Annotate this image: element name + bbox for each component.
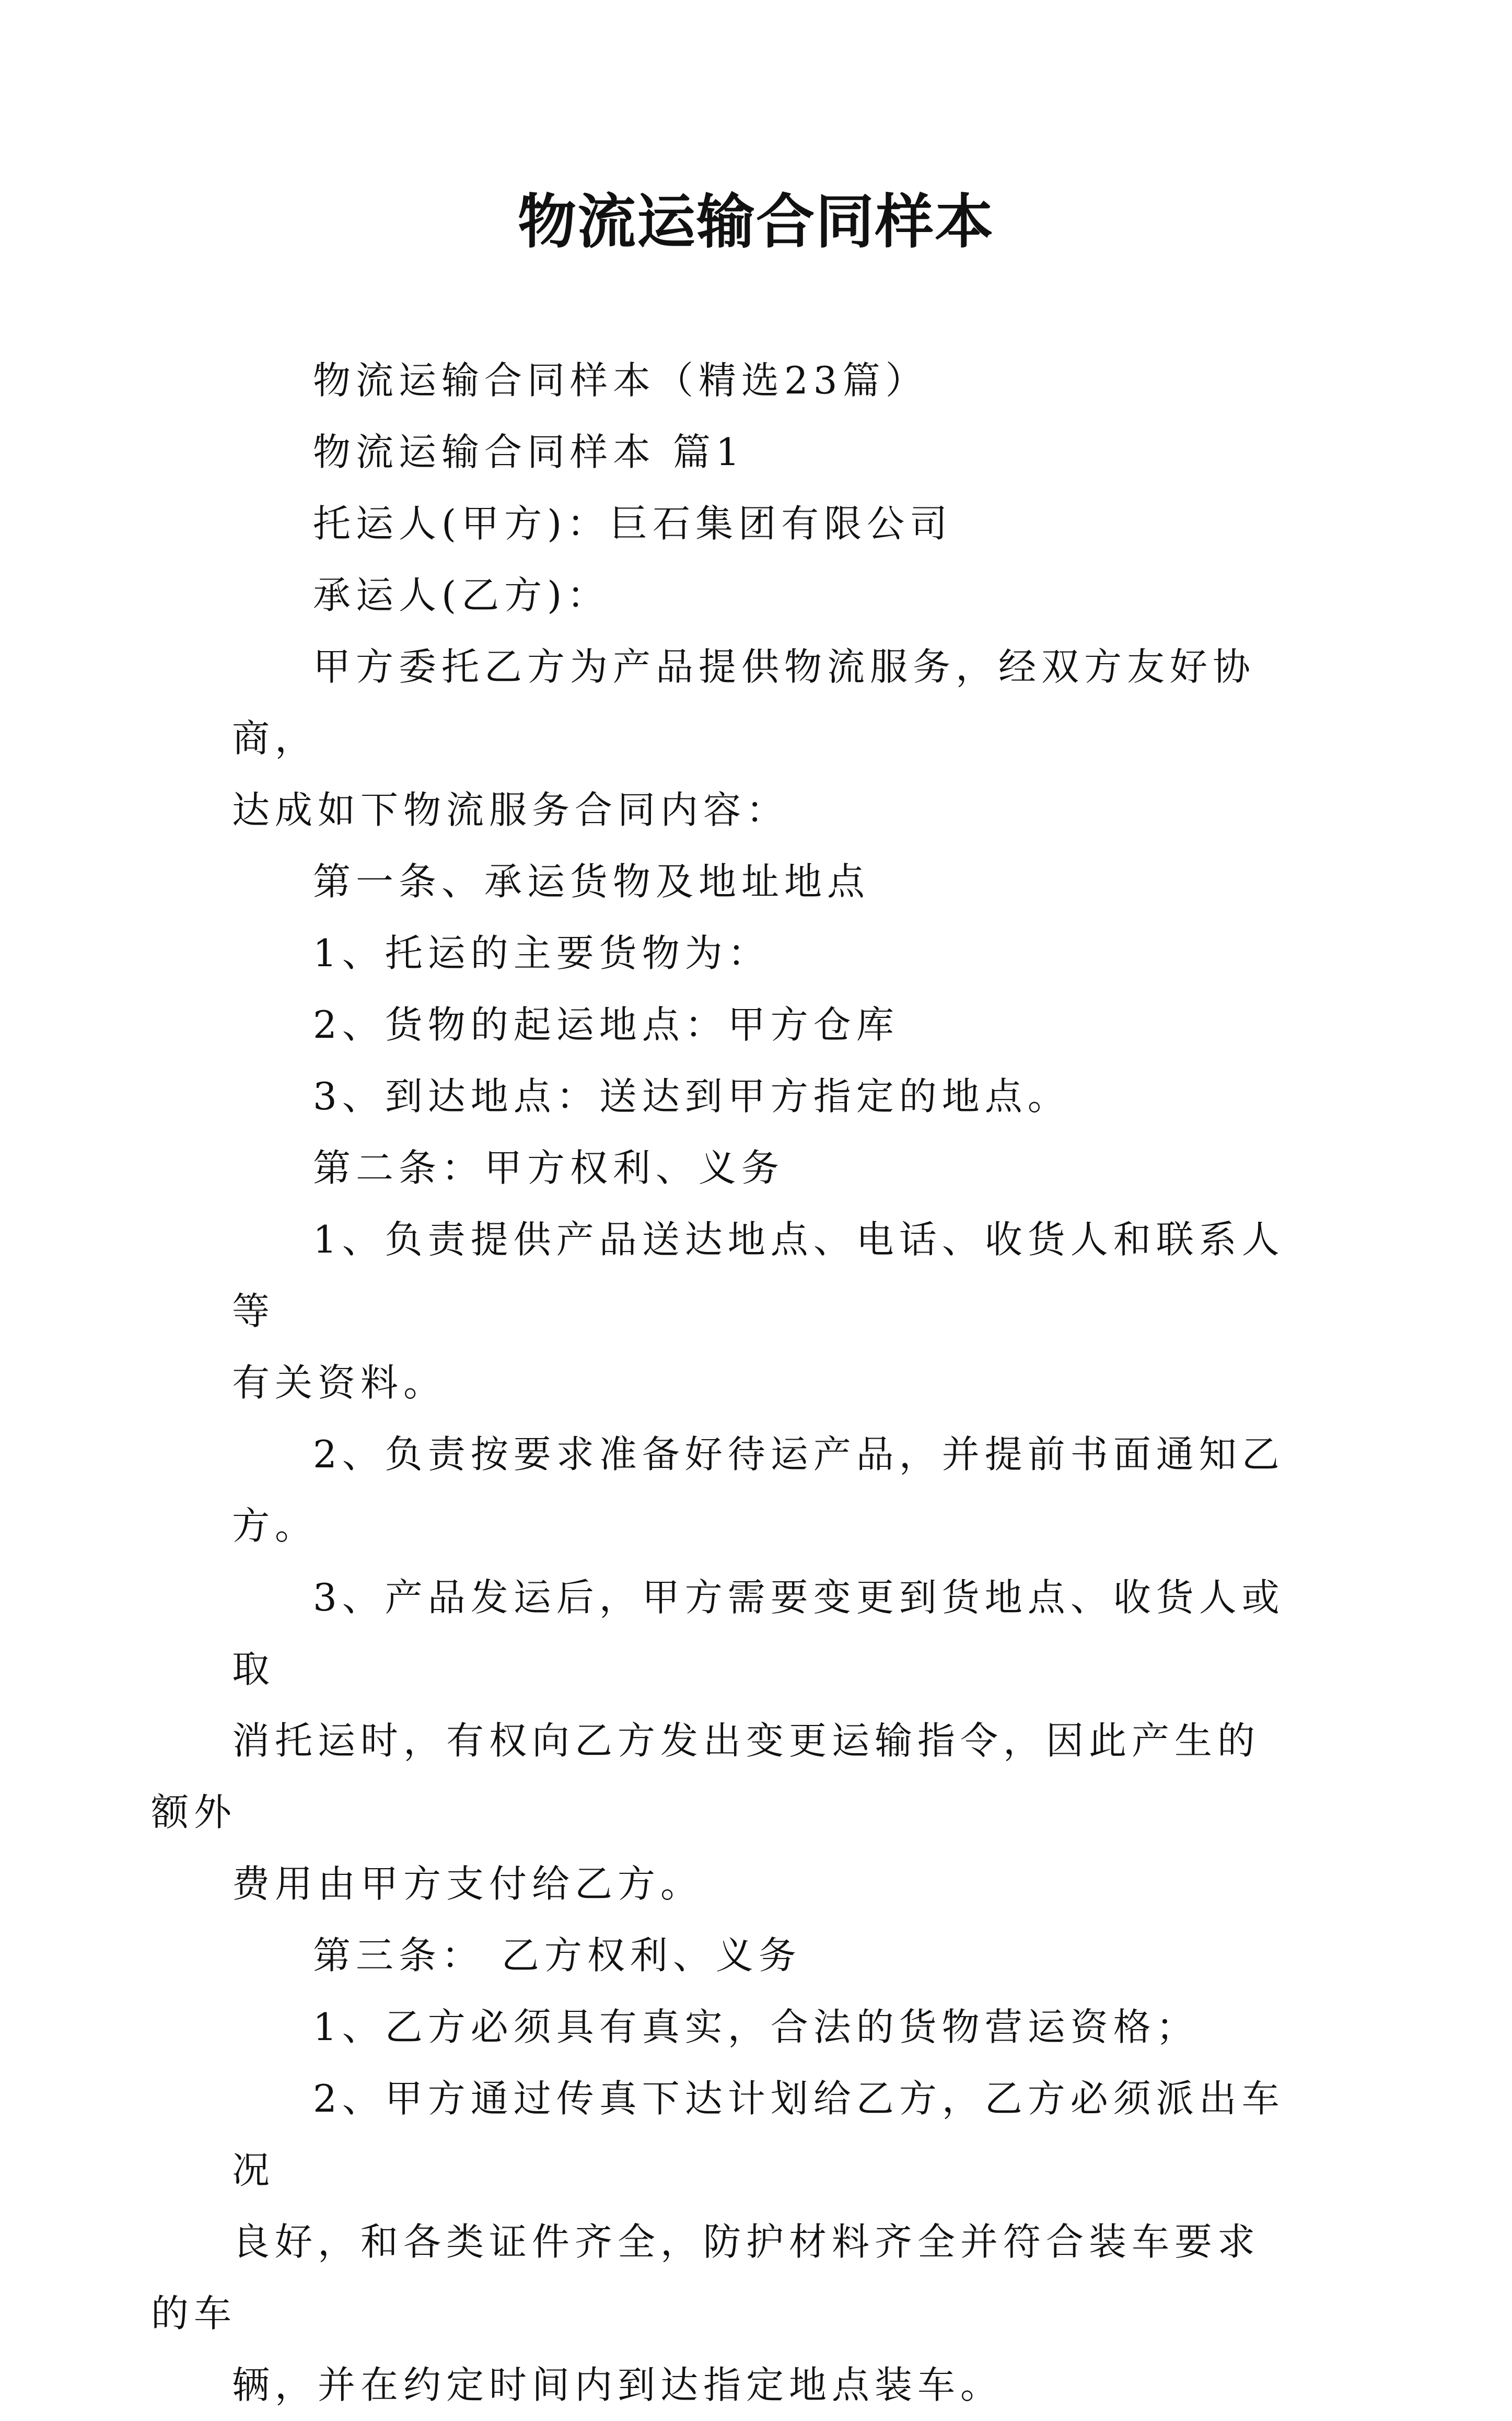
paragraph-line: 1、负责提供产品送达地点、电话、收货人和联系人等	[232, 1218, 1285, 1333]
paragraph	[232, 560, 1293, 631]
paragraph-line: 1、托运的主要货物为：	[313, 931, 771, 975]
paragraph-line: 3、产品发运后，甲方需要变更到货地点、收货人或取	[232, 1576, 1285, 1691]
paragraph	[232, 416, 1293, 488]
paragraph	[232, 846, 1293, 918]
paragraph	[232, 1132, 1293, 1204]
paragraph-line: 良好，和各类证件齐全，防护材料齐全并符合装车要求的车	[151, 2220, 1261, 2335]
paragraph	[232, 488, 1293, 560]
paragraph	[232, 631, 1293, 846]
paragraph	[232, 1204, 1293, 1419]
paragraph-line: 物流运输合同样本（精选23篇）	[313, 358, 928, 402]
paragraph-line: 物流运输合同样本 篇1	[313, 430, 745, 474]
paragraph	[151, 2063, 1293, 2421]
paragraph-line: 第二条：甲方权利、义务	[313, 1146, 785, 1190]
paragraph-line: 辆，并在约定时间内到达指定地点装车。	[232, 2363, 1004, 2407]
paragraph-line: 2、甲方通过传真下达计划给乙方，乙方必须派出车况	[232, 2077, 1285, 2192]
paragraph-line: 达成如下物流服务合同内容：	[232, 788, 789, 832]
paragraph	[151, 1562, 1293, 1920]
paragraph	[232, 1920, 1293, 1991]
paragraph-line: 2、负责按要求准备好待运产品，并提前书面通知乙方。	[232, 1432, 1285, 1548]
paragraph-line: 2、货物的起运地点：甲方仓库	[313, 1003, 899, 1047]
paragraph-line: 1、乙方必须具有真实，合法的货物营运资格；	[313, 2005, 1199, 2049]
paragraph-line: 托运人(甲方)：巨石集团有限公司	[313, 502, 953, 546]
paragraph-line: 甲方委托乙方为产品提供物流服务，经双方友好协商，	[232, 645, 1256, 760]
paragraph-line: 费用由甲方支付给乙方。	[232, 1862, 704, 1906]
paragraph	[232, 1991, 1293, 2063]
paragraph	[232, 989, 1293, 1061]
paragraph	[232, 345, 1293, 416]
paragraph-line: 3、到达地点：送达到甲方指定的地点。	[313, 1074, 1071, 1118]
paragraph-line: 第三条： 乙方权利、义务	[313, 1933, 801, 1977]
paragraph	[232, 1419, 1293, 1562]
document-body	[151, 345, 1293, 2421]
paragraph-line: 消托运时，有权向乙方发出变更运输指令，因此产生的额外	[151, 1719, 1261, 1834]
paragraph	[232, 918, 1293, 989]
paragraph-line: 有关资料。	[232, 1361, 447, 1405]
paragraph-line: 第一条、承运货物及地址地点	[313, 860, 870, 903]
paragraph	[232, 1061, 1293, 1132]
paragraph-line: 承运人(乙方)：	[313, 573, 610, 617]
document-title: 物流运输合同样本	[518, 188, 994, 256]
